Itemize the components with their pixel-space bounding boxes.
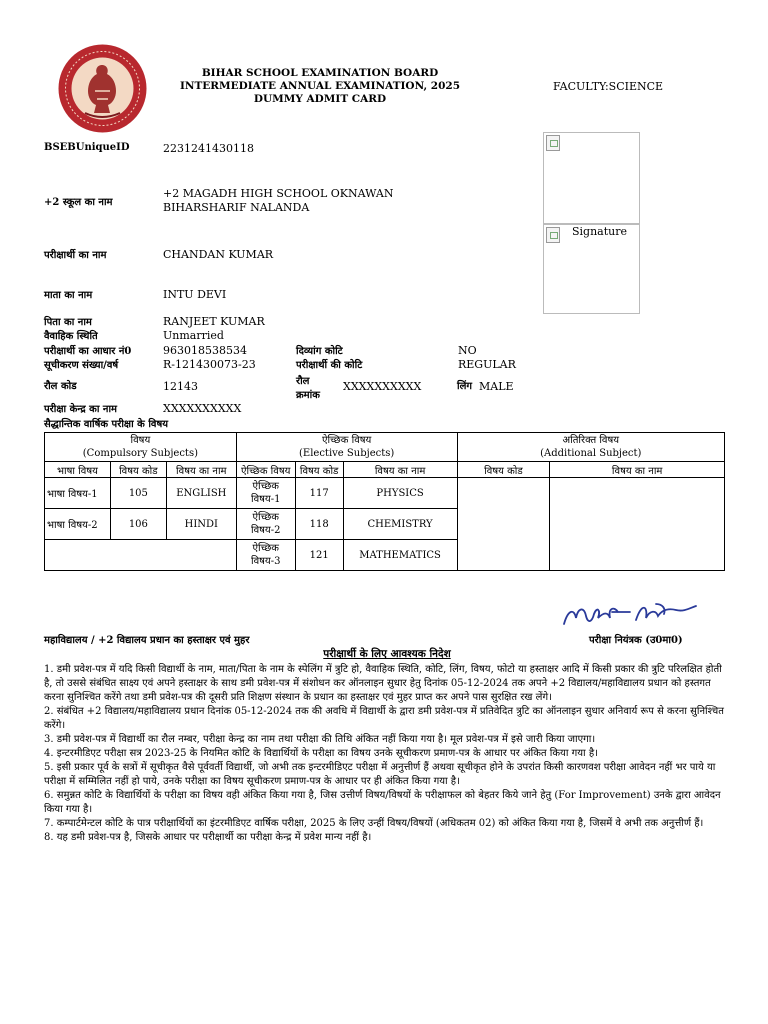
school-value-line2: BIHARSHARIF NALANDA [163, 201, 310, 214]
compulsory-empty-cell [45, 540, 237, 571]
compulsory-title-hi: विषय [130, 435, 151, 446]
additional-name-cell [550, 478, 725, 571]
col-elective-code: विषय कोड [295, 462, 343, 478]
roll-code-value: 12143 [163, 380, 198, 393]
photo-box [543, 132, 640, 224]
additional-title-hi: अतिरिक्त विषय [562, 435, 620, 446]
unique-id-label: BSEBUniqueID [44, 142, 130, 153]
bseb-seal-logo [57, 43, 148, 134]
instruction-item: 2. संबंधित +2 विद्यालय/महाविद्यालय प्रधान दिनांक 05-12-2024 तक की अवधि में विद्यार्थी के द्वारा डमी प्रवेश-पत्र में प्रतिवेदित त्रुटि का ऑनलाइन सुधार अनिवार्य रूप से करना सुनिश्चित करेंगे। [44, 706, 724, 731]
instruction-item: 5. इसी प्रकार पूर्व के सत्रों में सूचीकृत वैसे पूर्ववर्ती विद्यार्थी, जो अभी तक इन्टरमीडिएट परीक्षा में अनुत्तीर्ण हैं अथवा सूचीकृत होने के उपरांत किसी कारणवश परीक्षा आवेदन नहीं भर पाये या परीक्षा में सम्मिलित नहीं हो पाये, उनके परीक्षा का विषय सूचीकरण प्रमाण-पत्र के आधार पर ही अंकित किया गया है। [44, 762, 716, 787]
marital-status-value: Unmarried [163, 329, 224, 342]
aadhar-value: 963018538534 [163, 344, 247, 357]
registration-label: सूचीकरण संख्या/वर्ष [44, 360, 119, 371]
col-lang-subject: भाषा विषय [45, 462, 111, 478]
table-column-header-row [45, 462, 725, 478]
compulsory-name: ENGLISH [166, 478, 236, 509]
registration-value: R-121430073-23 [163, 358, 256, 371]
additional-code-cell [457, 478, 550, 571]
exam-name: INTERMEDIATE ANNUAL EXAMINATION, 2025 [179, 80, 461, 92]
additional-title-en: (Additional Subject) [540, 448, 642, 459]
instruction-item: 4. इन्टरमीडिएट परीक्षा सत्र 2023-25 के नियमित कोटि के विद्यार्थियों के परीक्षा का विषय उनके सूचीकरण प्रमाण-पत्र के आधार पर अंकित किया गया है। [44, 748, 598, 759]
table-group-header-row [45, 433, 725, 462]
elective-code: 121 [295, 540, 343, 571]
controller-handwritten-signature [560, 598, 700, 634]
compulsory-label: भाषा विषय-2 [45, 509, 111, 540]
theory-subjects-heading: सैद्धान्तिक वार्षिक परीक्षा के विषय [44, 419, 169, 430]
instructions-heading: परीक्षार्थी के लिए आवश्यक निदेश [323, 648, 451, 660]
controller-signature-label: परीक्षा नियंत्रक (उ0मा0) [589, 635, 683, 646]
elective-label-b: विषय-3 [250, 556, 281, 567]
elective-label-a: ऐच्छिक [252, 481, 279, 492]
elective-title-en: (Elective Subjects) [299, 448, 395, 459]
col-elective-name: विषय का नाम [343, 462, 457, 478]
col-subject-name: विषय का नाम [166, 462, 236, 478]
compulsory-group-header [45, 433, 237, 462]
centre-value: XXXXXXXXXX [163, 402, 242, 415]
instruction-item: 6. समुन्नत कोटि के विद्यार्थियों के परीक्षा का विषय वही अंकित किया गया है, जिस उत्तीर्ण विषय/विषयों के परीक्षाफल को बेहतर किये जाने हेतु (For Improvement) उनके द्वारा आवेदन किया गया है। [44, 790, 721, 815]
roll-number-value: XXXXXXXXXX [343, 380, 422, 393]
roll-number-label-2: क्रमांक [296, 390, 320, 401]
faculty: FACULTY:SCIENCE [553, 80, 664, 93]
instruction-item: 8. यह डमी प्रवेश-पत्र है, जिसके आधार पर परीक्षार्थी का परीक्षा केन्द्र में प्रवेश मान्य नहीं है। [44, 832, 372, 843]
elective-code: 117 [295, 478, 343, 509]
father-name-value: RANJEET KUMAR [163, 315, 265, 328]
signature-alt-text: Signature [572, 225, 628, 238]
compulsory-code: 105 [110, 478, 166, 509]
mother-name-value: INTU DEVI [163, 288, 227, 301]
instruction-item: 1. डमी प्रवेश-पत्र में यदि किसी विद्यार्थी के नाम, माता/पिता के नाम के स्पेलिंग में त्रुटि हो, वैवाहिक स्थिति, कोटि, लिंग, विषय, फोटो या हस्ताक्षर आदि में किसी प्रकार की त्रुटि परिलक्षित होती है, तो उससे संबंधित साक्ष्य एवं अपने हस्ताक्षर के साथ डमी प्रवेश-पत्र में संशोधन कर ऑनलाइन सुधार हेतु दिनांक 05-12-2024 तक अपने +2 विद्यालय/महाविद्यालय प्रधान को हस्तगत करना सुनिश्चित करेंगे तथा डमी प्रवेश-पत्र की दूसरी प्रति शिक्षण संस्थान के प्रधान का हस्ताक्षर एवं मुहर प्राप्त कर अपने पास सुरक्षित रख लेंगे। [44, 664, 722, 703]
col-additional-name: विषय का नाम [550, 462, 725, 478]
elective-label-a: ऐच्छिक [252, 543, 279, 554]
broken-image-icon [546, 227, 560, 243]
elective-code: 118 [295, 509, 343, 540]
elective-title-hi: ऐच्छिक विषय [321, 435, 372, 446]
category-label: परीक्षार्थी की कोटि [296, 360, 363, 371]
roll-number-label-1: रौल [296, 376, 310, 387]
centre-label: परीक्षा केन्द्र का नाम [44, 404, 118, 415]
school-value-line1: +2 MAGADH HIGH SCHOOL OKNAWAN [163, 187, 394, 200]
additional-group-header [457, 433, 724, 462]
father-name-label: पिता का नाम [44, 317, 92, 328]
aadhar-label: परीक्षार्थी का आधार नं0 [44, 346, 132, 357]
broken-image-icon [546, 135, 560, 151]
compulsory-title-en: (Compulsory Subjects) [82, 448, 198, 459]
elective-label-a: ऐच्छिक [252, 512, 279, 523]
student-name-value: CHANDAN KUMAR [163, 248, 274, 261]
marital-status-label: वैवाहिक स्थिति [44, 331, 98, 342]
subjects-table [44, 432, 725, 571]
board-name: BIHAR SCHOOL EXAMINATION BOARD [201, 67, 439, 79]
student-name-label: परीक्षार्थी का नाम [44, 250, 107, 261]
disability-label: दिव्यांग कोटि [296, 346, 343, 357]
elective-group-header [236, 433, 457, 462]
disability-value: NO [458, 344, 477, 357]
category-value: REGULAR [458, 358, 516, 371]
elective-label [236, 540, 295, 571]
unique-id-value: 2231241430118 [163, 142, 254, 155]
elective-label-b: विषय-1 [250, 494, 281, 505]
elective-name: CHEMISTRY [343, 509, 457, 540]
compulsory-code: 106 [110, 509, 166, 540]
card-title: DUMMY ADMIT CARD [253, 93, 387, 105]
compulsory-label: भाषा विषय-1 [45, 478, 111, 509]
mother-name-label: माता का नाम [44, 290, 93, 301]
instruction-item: 3. डमी प्रवेश-पत्र में विद्यार्थी का रौल नम्बर, परीक्षा केन्द्र का नाम तथा परीक्षा की तिथि अंकित नहीं किया गया है। मूल प्रवेश-पत्र में इसे जारी किया जाएगा। [44, 734, 596, 745]
board-header [150, 67, 490, 106]
instruction-item: 7. कम्पार्टमेन्टल कोटि के पात्र परीक्षार्थियों का इंटरमीडिएट वार्षिक परीक्षा, 2025 के लिए उन्हीं विषय/विषयों (अधिकतम 02) को अंकित किया गया है, जिसमें वे अभी तक अनुत्तीर्ण हैं। [44, 818, 704, 829]
table-row [45, 478, 725, 509]
elective-name: MATHEMATICS [343, 540, 457, 571]
principal-signature-label: महाविद्यालय / +2 विद्यालय प्रधान का हस्ताक्षर एवं मुहर [44, 635, 250, 646]
col-subject-code: विषय कोड [110, 462, 166, 478]
elective-label-b: विषय-2 [250, 525, 281, 536]
elective-label [236, 478, 295, 509]
signature-box [543, 224, 640, 314]
elective-name: PHYSICS [343, 478, 457, 509]
elective-label [236, 509, 295, 540]
instructions-list [44, 663, 730, 845]
roll-code-label: रौल कोड [44, 381, 77, 392]
compulsory-name: HINDI [166, 509, 236, 540]
gender-value: MALE [479, 380, 514, 393]
school-label: +2 स्कूल का नाम [44, 197, 113, 208]
gender-label: लिंग [457, 381, 472, 392]
col-elective-subject: ऐच्छिक विषय [236, 462, 295, 478]
col-additional-code: विषय कोड [457, 462, 550, 478]
